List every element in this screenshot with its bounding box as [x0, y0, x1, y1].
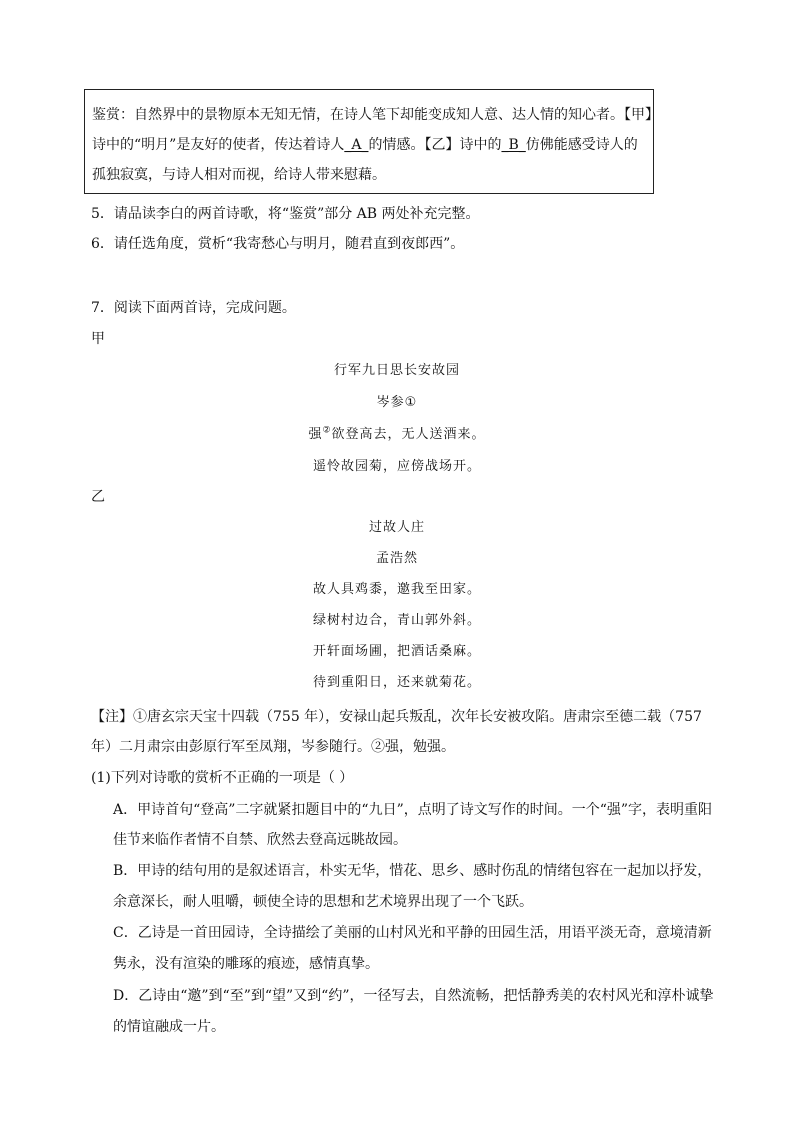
poem-a-title: 行军九日思长安故园: [333, 363, 460, 378]
poem-a-line-1-note: ②: [322, 425, 332, 436]
poem-a-line-1-post: 欲登高去，无人送酒来。: [331, 427, 486, 442]
appreciation-line-3: 孤独寂寞，与诗人相对而视，给诗人带来慰藉。: [92, 167, 386, 183]
appreciation-line-2-pre: 诗中的“明月”是友好的使者，传达着诗人: [92, 137, 345, 153]
blank-b: _B_: [501, 137, 526, 153]
poem-b-line: 绿树村边合，青山郭外斜。: [312, 613, 481, 628]
option-a-line-1: A．甲诗首句“登高”二字就紧扣题目中的“九日”，点明了诗文写作的时间。一个“强”字，表明重阳: [113, 802, 713, 818]
notes-line-1: 【注】①唐玄宗天宝十四载（755 年），安禄山起兵叛乱，次年长安被攻陷。唐肃宗至德二载（757: [91, 709, 702, 725]
poem-a-line-1: [0, 423, 794, 442]
poem-a-author-name: 岑参: [376, 395, 405, 410]
poem-a-author: [0, 391, 794, 410]
poem-b-line: 故人具鸡黍，邀我至田家。: [312, 582, 481, 597]
question-5: 5．请品读李白的两首诗歌，将“鉴赏”部分 AB 两处补充完整。: [91, 206, 480, 222]
option-b-line-1: B．甲诗的结句用的是叙述语言，朴实无华，惜花、思乡、感时伤乱的情绪包容在一起加以抒发，: [113, 863, 712, 879]
question-7: 7．阅读下面两首诗，完成问题。: [91, 300, 296, 316]
option-d-line-2: 的情谊融成一片。: [113, 1019, 225, 1035]
blank-a: _A_: [344, 137, 369, 153]
poem-b-title: 过故人庄: [368, 520, 425, 535]
appreciation-line-2: [92, 134, 638, 154]
appreciation-line-2-post: 仿佛能感受诗人的: [525, 137, 638, 153]
poem-a-line-2: 遥怜故园菊，应傍战场开。: [312, 459, 481, 474]
option-c-line-2: 隽永，没有渲染的雕琢的痕迹，感情真挚。: [113, 956, 379, 972]
poem-a-label: 甲: [91, 331, 105, 347]
poem-b-line: 开轩面场圃，把酒话桑麻。: [312, 644, 481, 659]
option-d-line-1: D．乙诗由“邀”到“至”到“望”又到“约”，一径写去，自然流畅，把恬静秀美的农村风光和淳朴诚挚: [113, 988, 714, 1004]
notes-line-2: 年）二月肃宗由彭原行军至凤翔，岑参随行。②强，勉强。: [91, 739, 455, 755]
question-6: 6．请任选角度，赏析“我寄愁心与明月，随君直到夜郎西”。: [91, 236, 465, 252]
appreciation-box: [84, 89, 659, 194]
poem-a-line-1-pre: 强: [308, 427, 323, 442]
poem-b-label: 乙: [91, 489, 105, 505]
appreciation-line-2-mid: 的情感。【乙】诗中的: [368, 137, 502, 153]
option-a-line-2: 佳节来临作者情不自禁、欣然去登高远眺故园。: [113, 832, 407, 848]
poem-a-author-note: ①: [404, 395, 418, 410]
appreciation-line-1: 鉴赏：自然界中的景物原本无知无情，在诗人笔下却能变成知人意、达人情的知心者。【甲】: [92, 107, 659, 123]
option-c-line-1: C．乙诗是一首田园诗，全诗描绘了美丽的山村风光和平静的田园生活，用语平淡无奇，意境清新: [113, 925, 712, 941]
sub-question-stem: (1)下列对诗歌的赏析不正确的一项是（ ）: [91, 770, 354, 786]
poem-b-line: 待到重阳日，还来就菊花。: [312, 675, 481, 690]
option-b-line-2: 余意深长，耐人咀嚼，顿使全诗的思想和艺术境界出现了一个飞跃。: [113, 894, 533, 910]
poem-b-author: 孟浩然: [375, 551, 418, 566]
